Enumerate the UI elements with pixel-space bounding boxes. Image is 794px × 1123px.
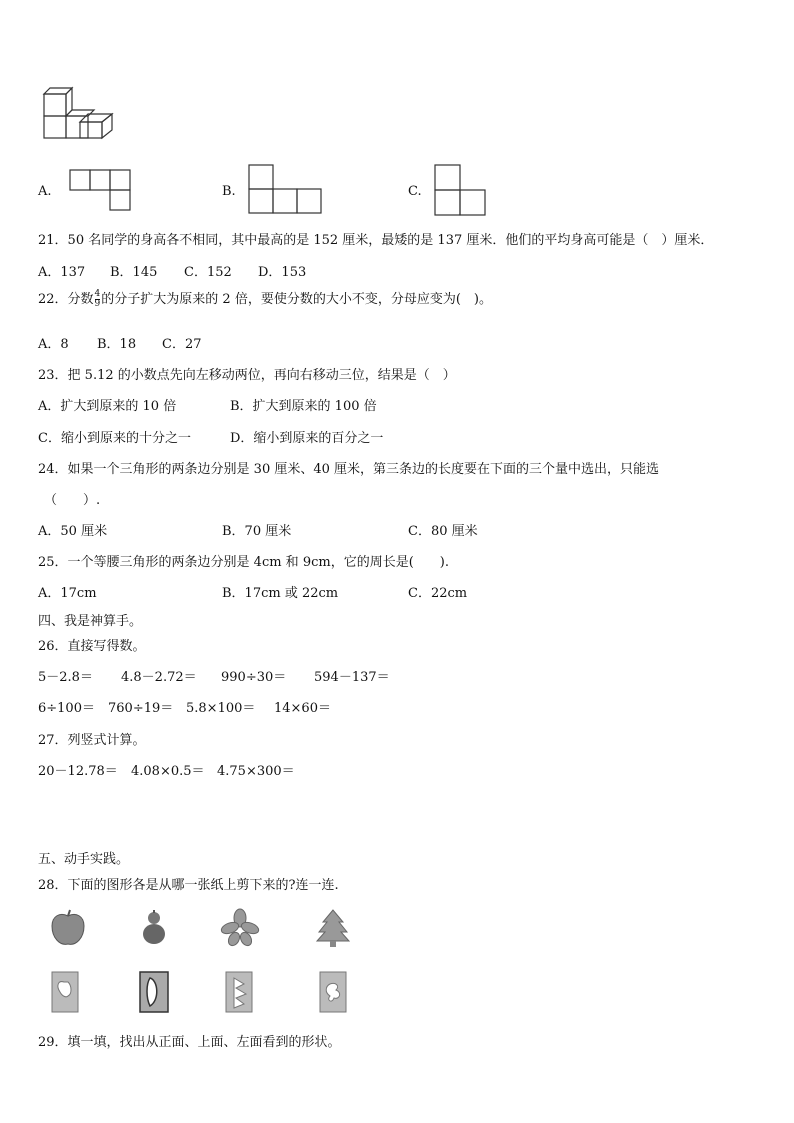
q26-item: 6÷100＝ bbox=[38, 701, 95, 716]
q25-text: 25．一个等腰三角形的两条边分别是 4cm 和 9cm，它的周长是( ). bbox=[38, 555, 449, 570]
q23-option-d: D．缩小到原来的百分之一 bbox=[230, 431, 384, 446]
q27-item: 4.75×300＝ bbox=[217, 764, 295, 779]
paper-piece-tree-icon bbox=[224, 970, 256, 1014]
q25-option-c: C．22cm bbox=[408, 586, 468, 601]
q21-option-b: B．145 bbox=[110, 265, 158, 280]
q20-option-a-shape bbox=[69, 169, 139, 214]
apple-shape-icon bbox=[48, 908, 88, 948]
q22-prefix: 22．分数 bbox=[38, 292, 94, 307]
fraction-denominator: 9 bbox=[94, 299, 101, 309]
q20-option-a-label: A. bbox=[38, 184, 52, 199]
section-5-heading: 五、动手实践。 bbox=[38, 852, 130, 867]
flower-shape-icon bbox=[220, 908, 260, 948]
tree-shape-icon bbox=[313, 908, 353, 948]
q25-option-a: A．17cm bbox=[38, 586, 97, 601]
q21-option-a: A．137 bbox=[38, 265, 86, 280]
q27-text: 27．列竖式计算。 bbox=[38, 733, 146, 748]
q20-option-b-label: B. bbox=[222, 184, 236, 199]
q26-item: 14×60＝ bbox=[274, 701, 331, 716]
q24-text: 24．如果一个三角形的两条边分别是 30 厘米、40 厘米，第三条边的长度要在下面的三个量中选出，只能选 bbox=[38, 462, 660, 477]
cube-stack-figure bbox=[42, 86, 122, 146]
q22-suffix: 的分子扩大为原来的 2 倍，要使分数的大小不变，分母应变为( )。 bbox=[101, 292, 492, 307]
q24-option-c: C．80 厘米 bbox=[408, 524, 478, 539]
q21-option-c: C．152 bbox=[184, 265, 232, 280]
q21-text: 21．50 名同学的身高各不相同，其中最高的是 152 厘米，最矮的是 137 厘米．他们的平均身高可能是（ ）厘米． bbox=[38, 233, 714, 248]
q20-option-b-shape bbox=[248, 164, 328, 219]
q22-text bbox=[38, 288, 492, 309]
q27-item: 4.08×0.5＝ bbox=[131, 764, 205, 779]
q26-item: 990÷30＝ bbox=[221, 670, 287, 685]
q26-item: 5－2.8＝ bbox=[38, 670, 93, 685]
fraction-numerator: 4 bbox=[94, 289, 101, 299]
q23-option-c: C．缩小到原来的十分之一 bbox=[38, 431, 191, 446]
q25-option-b: B．17cm 或 22cm bbox=[222, 586, 339, 601]
q26-item: 594－137＝ bbox=[314, 670, 390, 685]
q26-item: 5.8×100＝ bbox=[186, 701, 256, 716]
q28-text: 28．下面的图形各是从哪一张纸上剪下来的?连一连. bbox=[38, 878, 339, 893]
q24-option-b: B．70 厘米 bbox=[222, 524, 292, 539]
q23-option-b: B．扩大到原来的 100 倍 bbox=[230, 399, 377, 414]
q26-item: 760÷19＝ bbox=[108, 701, 174, 716]
q22-option-a: A．8 bbox=[38, 337, 69, 352]
q24-option-a: A．50 厘米 bbox=[38, 524, 108, 539]
q29-text: 29．填一填，找出从正面、上面、左面看到的形状。 bbox=[38, 1035, 341, 1050]
section-4-heading: 四、我是神算手。 bbox=[38, 614, 143, 629]
q23-text: 23．把 5.12 的小数点先向左移动两位，再向右移动三位，结果是（ ） bbox=[38, 368, 456, 383]
q26-item: 4.8－2.72＝ bbox=[121, 670, 197, 685]
q22-option-b: B．18 bbox=[97, 337, 137, 352]
fraction bbox=[95, 290, 101, 309]
paper-piece-apple-icon bbox=[50, 970, 82, 1014]
q22-option-c: C．27 bbox=[162, 337, 202, 352]
q27-item: 20－12.78＝ bbox=[38, 764, 118, 779]
gourd-shape-icon bbox=[134, 908, 174, 948]
q26-text: 26．直接写得数。 bbox=[38, 639, 146, 654]
q20-option-c-label: C. bbox=[408, 184, 422, 199]
q21-option-d: D．153 bbox=[258, 265, 307, 280]
q23-option-a: A．扩大到原来的 10 倍 bbox=[38, 399, 177, 414]
q24-blank: （ ）. bbox=[44, 493, 101, 508]
paper-piece-flower-icon bbox=[318, 970, 350, 1014]
paper-piece-gourd-icon bbox=[138, 970, 172, 1014]
q20-option-c-shape bbox=[434, 164, 494, 219]
